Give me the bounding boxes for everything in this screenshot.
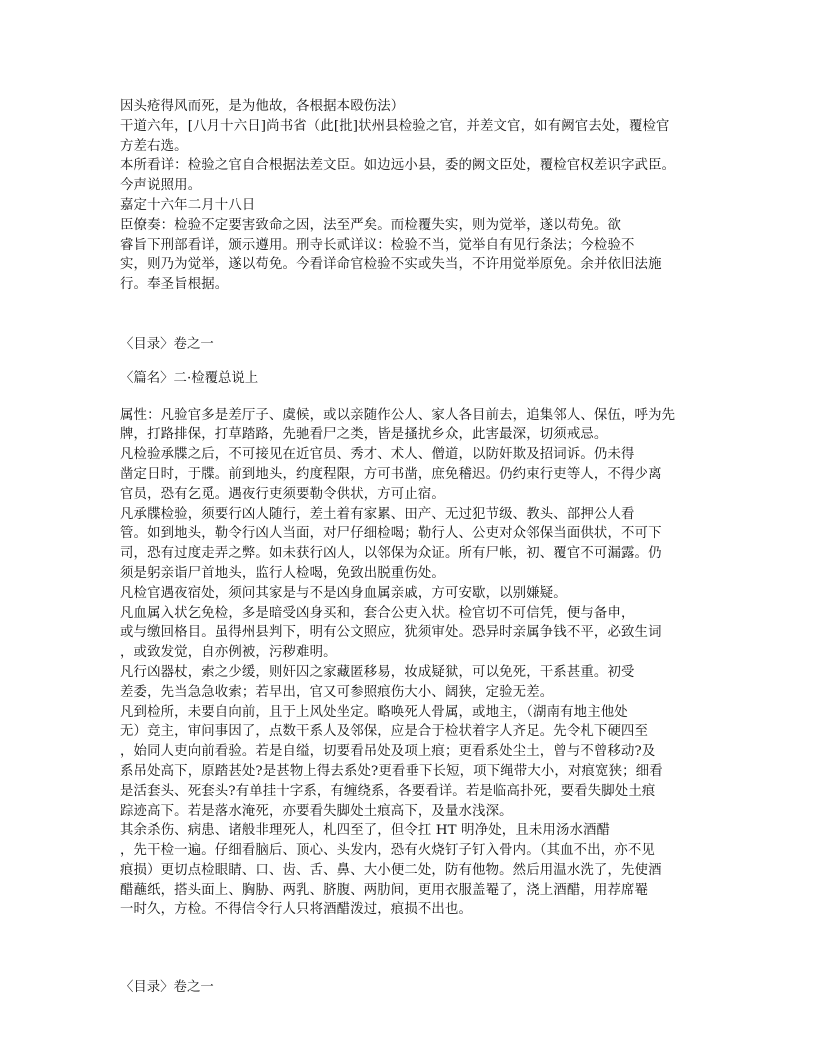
text-line: 无）竞主，审问事因了，点数干系人及邻保，应是合于检状着字人齐足。先令札下硬四至 (120, 724, 649, 740)
text-line: ，或致发觉，自亦例被，污秽难明。 (120, 645, 337, 661)
text-line: ，先干检一遍。仔细看脑后、顶心、头发内，恐有火烧钉子钉入骨内。（其血不出，亦不见 (120, 843, 655, 859)
text-line: 醋蘸纸，搭头面上、胸胁、两乳、脐腹、两肋间，更用衣服盖罨了，浇上酒醋，用荐席罨 (120, 882, 649, 898)
text-line: 牌，打路排保，打草踏路，先驰看尸之类，皆是搔扰乡众，此害最深，切须戒忌。 (120, 427, 608, 443)
text-line: 行。奉圣旨根据。 (120, 277, 229, 293)
text-line: 管。如到地头，勒令行凶人当面，对尸仔细检喝；勒行人、公吏对众邻保当面供状，不可下 (120, 526, 662, 542)
text-line: 干道六年，[八月十六日]尚书省（此[批]状州县检验之官，并差文官，如有阙官去处，覆检官 (120, 118, 670, 134)
text-line: 凡行凶器杖，索之少缓，则奸囚之家藏匿移易，妆成疑狱，可以免死，干系甚重。初受 (120, 664, 635, 680)
text-line: 属性：凡验官多是差厅子、虞候，或以亲随作公人、家人各目前去，追集邻人、保伍，呼为先 (120, 407, 676, 423)
text-line: 凡承牒检验，须要行凶人随行，差土着有家累、田产、无过犯节级、教头、部押公人看 (120, 506, 635, 522)
text-line: 系吊处高下，原踏甚处?是甚物上得去系处?更看垂下长短，项下绳带大小，对痕宽狭；细看 (120, 763, 663, 779)
text-line: 一时久，方检。不得信令行人只将酒醋泼过，痕损不出也。 (120, 902, 473, 918)
text-line: 因头疮得风而死，是为他故，各根据本殴伤法） (120, 99, 405, 114)
text-line: ，始同人吏向前看验。若是自缢，切要看吊处及项上痕；更看系处尘土，曾与不曾移动?及 (120, 744, 656, 760)
text-line: 其余杀伤、病患、诸般非理死人，札四至了，但令扛 HT 明净处，且未用汤水酒醋 (120, 823, 611, 839)
catalog-heading: 〈目录〉卷之一 (120, 980, 214, 996)
document-page (120, 97, 710, 998)
text-line: 臣僚奏：检验不定要害致命之因，法至严矣。而检覆失实，则为觉举，遂以苟免。欲 (120, 217, 622, 233)
text-line: 睿旨下刑部看详，颁示遵用。刑寺长贰详议：检验不当，觉举自有见行条法；今检验不 (120, 237, 635, 253)
text-line: 凡血属入状乞免检，多是暗受凶身买和，套合公吏入状。检官切不可信凭，便与备申， (120, 605, 635, 621)
section-2 (120, 406, 710, 921)
text-line: 司，恐有过度走弄之弊。如未获行凶人，以邻保为众证。所有尸帐，初、覆官不可漏露。仍 (120, 546, 662, 562)
text-line: 本所看详：检验之官自合根据法差文臣。如边远小县，委的阙文臣处，覆检官权差识字武臣。 (120, 158, 676, 174)
text-line: 是活套头、死套头?有单挂十字系，有缠绕系，各要看详。若是临高扑死，要看失脚处土痕 (120, 783, 656, 799)
text-line: 官员，恐有乞觅。遇夜行吏须要勒令供状，方可止宿。 (120, 486, 445, 502)
text-line: 凡到检所，未要自向前，且于上风处坐定。略唤死人骨属，或地主，（湖南有地主他处 (120, 704, 628, 720)
text-line: 痕损）更切点检眼睛、口、齿、舌、鼻、大小便二处，防有他物。然后用温水洗了，先使酒 (120, 862, 662, 878)
text-line: 实，则乃为觉举，遂以苟免。今看详命官检验不实或失当，不许用觉举原免。余并依旧法施 (120, 257, 662, 273)
text-line: 方差右选。 (120, 138, 188, 154)
text-line: 踪迹高下。若是落水淹死，亦要看失脚处土痕高下，及量水浅深。 (120, 803, 513, 819)
text-line: 凡检验承牒之后，不可接见在近官员、秀才、术人、僧道，以防奸欺及招词诉。仍未得 (120, 447, 635, 463)
text-line: 凿定日时，于牒。前到地头，约度程限，方可书凿，庶免稽迟。仍约束行吏等人，不得少离 (120, 466, 662, 482)
text-line: 须是躬亲诣尸首地头，监行人检喝，免致出脱重伤处。 (120, 565, 445, 581)
catalog-heading: 〈目录〉卷之一 (120, 336, 214, 352)
text-line: 今声说照用。 (120, 178, 202, 194)
text-line: 嘉定十六年二月十八日 (120, 197, 256, 213)
section-1 (120, 97, 710, 295)
text-line: 凡检官遇夜宿处，须问其家是与不是凶身血属亲戚，方可安歇，以别嫌疑。 (120, 585, 567, 601)
text-line: 差委，先当急急收索；若早出，官又可参照痕伤大小、阔狭，定验无差。 (120, 684, 554, 700)
chapter-heading: 〈篇名〉二·检覆总说上 (120, 370, 259, 386)
text-line: 或与缴回格目。虽得州县判下，明有公文照应，犹须审处。恐异时亲属争钱不平，必致生词 (120, 625, 662, 641)
